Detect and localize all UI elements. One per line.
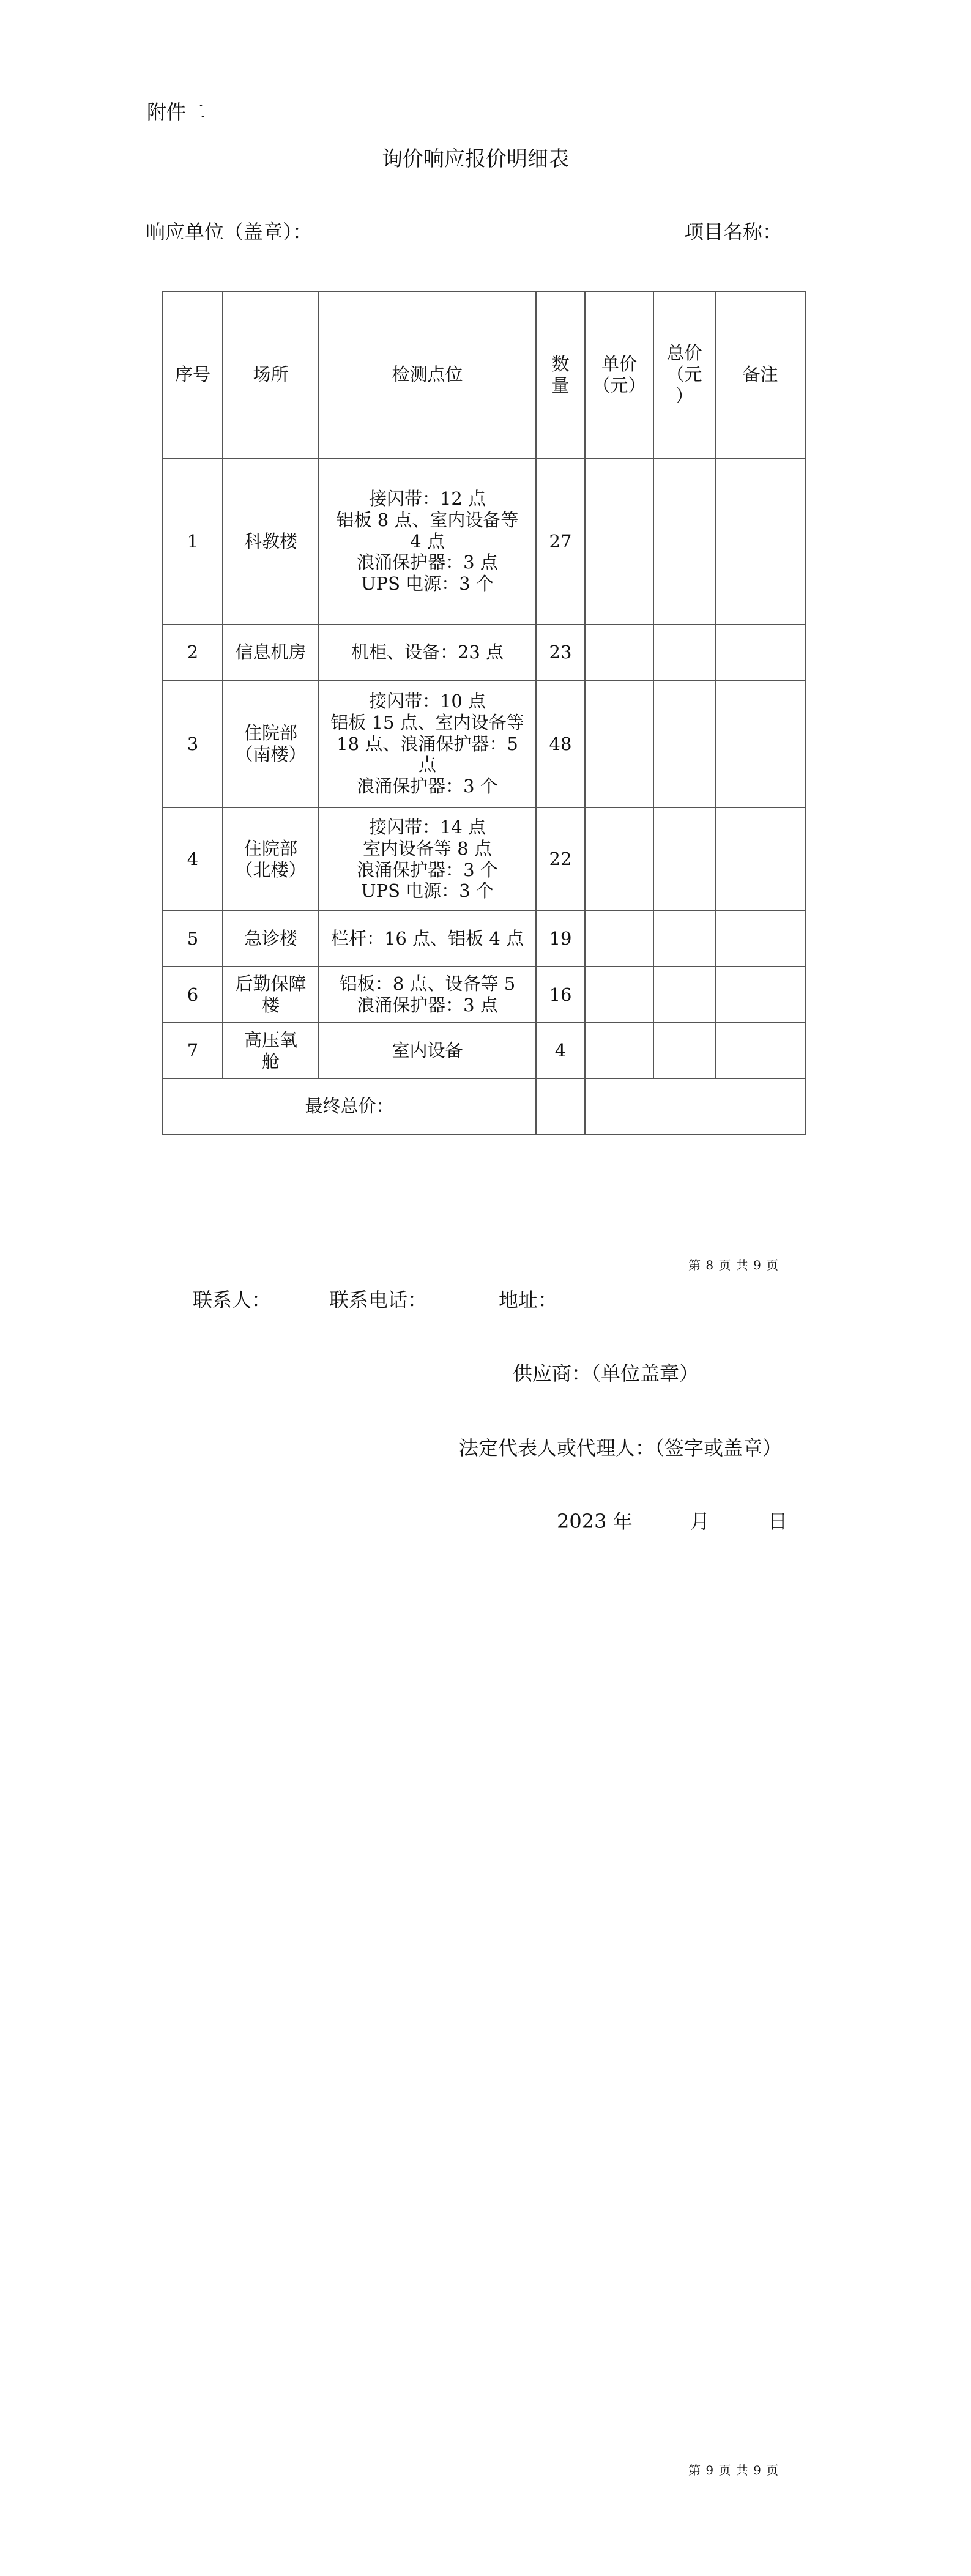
address-label: 地址： [499,1288,558,1312]
final-total-row [163,1078,805,1134]
page-footer-9: 第 9 页 共 9 页 [688,2463,779,2478]
legal-rep-label: 法定代表人或代理人：（签字或盖章） [459,1436,783,1460]
row-total-price [653,680,715,807]
page-footer-8: 第 8 页 共 9 页 [688,1258,779,1272]
final-total-qty [536,1078,585,1134]
table-row [163,911,805,967]
row-unit-price [585,458,653,625]
row-note [715,911,805,967]
row-qty: 23 [536,625,585,680]
row-note [715,967,805,1023]
row-site: 科教楼 [223,458,319,625]
row-site: 高压氧 舱 [223,1023,319,1078]
row-site: 信息机房 [223,625,319,680]
row-note [715,625,805,680]
row-qty: 16 [536,967,585,1023]
row-total-price [653,967,715,1023]
row-seq: 4 [163,807,223,911]
table-row [163,967,805,1023]
row-total-price [653,625,715,680]
header-qty: 数 量 [536,291,585,458]
row-seq: 3 [163,680,223,807]
supplier-label: 供应商：（单位盖章） [513,1362,699,1385]
row-qty: 4 [536,1023,585,1078]
row-unit-price [585,680,653,807]
row-points: 接闪带：10 点 铝板 15 点、室内设备等 18 点、浪涌保护器：5 点 浪涌保护器：3 个 [319,680,536,807]
row-seq: 2 [163,625,223,680]
project-name-label: 项目名称： [684,220,783,243]
row-total-price [653,911,715,967]
date-year: 2023 年 [557,1510,633,1533]
header-note: 备注 [715,291,805,458]
final-total-value [585,1078,805,1134]
table-row [163,1023,805,1078]
header-points: 检测点位 [319,291,536,458]
header-seq: 序号 [163,291,223,458]
row-points: 铝板：8 点、设备等 5 浪涌保护器：3 点 [319,967,536,1023]
row-qty: 19 [536,911,585,967]
row-unit-price [585,625,653,680]
row-points: 接闪带：12 点 铝板 8 点、室内设备等 4 点 浪涌保护器：3 点 UPS 电源：3 个 [319,458,536,625]
row-note [715,1023,805,1078]
row-seq: 1 [163,458,223,625]
header-site: 场所 [223,291,319,458]
row-points: 栏杆：16 点、铝板 4 点 [319,911,536,967]
quote-table [162,291,806,1135]
row-qty: 27 [536,458,585,625]
row-site: 后勤保障 楼 [223,967,319,1023]
row-unit-price [585,911,653,967]
row-site: 住院部 （北楼） [223,807,319,911]
row-note [715,680,805,807]
row-total-price [653,1023,715,1078]
date-month: 月 [690,1510,710,1533]
row-points: 机柜、设备：23 点 [319,625,536,680]
contact-phone-label: 联系电话： [329,1288,428,1312]
header-total-price: 总价 （元 ） [653,291,715,458]
row-unit-price [585,1023,653,1078]
row-total-price [653,458,715,625]
final-total-label: 最终总价： [163,1078,536,1134]
row-qty: 22 [536,807,585,911]
row-points: 室内设备 [319,1023,536,1078]
table-row [163,807,805,911]
row-seq: 5 [163,911,223,967]
row-note [715,458,805,625]
row-points: 接闪带：14 点 室内设备等 8 点 浪涌保护器：3 个 UPS 电源：3 个 [319,807,536,911]
respondent-label: 响应单位（盖章）： [146,220,313,243]
page-title: 询价响应报价明细表 [382,147,569,171]
table-row [163,680,805,807]
contact-person-label: 联系人： [193,1288,272,1312]
header-unit-price: 单价 （元） [585,291,653,458]
row-seq: 7 [163,1023,223,1078]
attachment-label: 附件二 [147,100,206,124]
row-site: 住院部 （南楼） [223,680,319,807]
row-seq: 6 [163,967,223,1023]
date-day: 日 [768,1510,788,1533]
row-site: 急诊楼 [223,911,319,967]
row-qty: 48 [536,680,585,807]
row-note [715,807,805,911]
row-total-price [653,807,715,911]
row-unit-price [585,967,653,1023]
table-row [163,625,805,680]
row-unit-price [585,807,653,911]
table-row [163,458,805,625]
table-header-row [163,291,805,458]
